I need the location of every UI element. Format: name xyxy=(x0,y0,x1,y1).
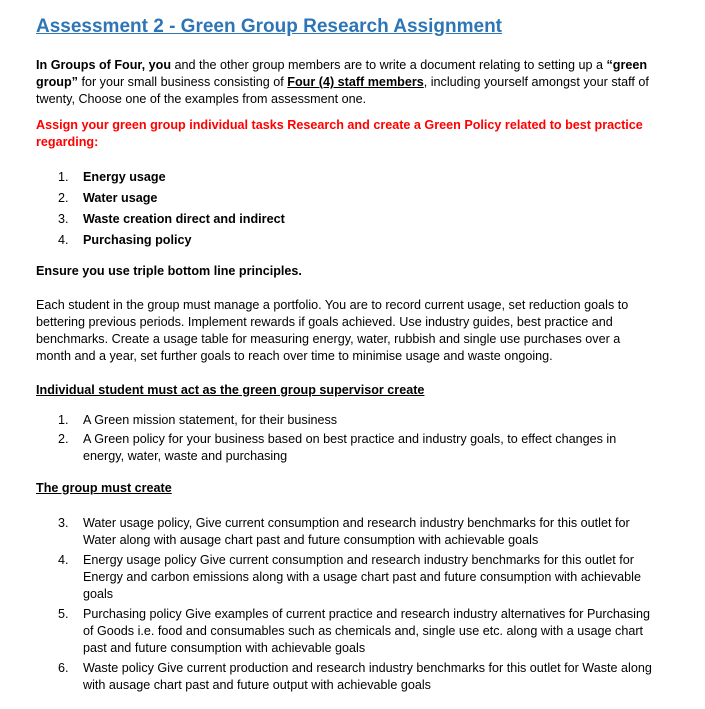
red-instruction: Assign your green group individual tasks Research and create a Green Policy related to best practice regarding: xyxy=(36,118,643,149)
list-item xyxy=(36,431,656,465)
item-number: 4. xyxy=(58,552,69,567)
item-text: A Green mission statement, for their business xyxy=(83,412,338,427)
task-item xyxy=(36,209,656,230)
supervisor-heading: Individual student must act as the green group supervisor create xyxy=(36,383,425,397)
task-label: Waste creation direct and indirect xyxy=(83,212,285,226)
portfolio-paragraph: Each student in the group must manage a portfolio. You are to record current usage, set reduction goals to bettering previous periods. Implement rewards if goals achieved. Use industry guides, best practice and benchmarks. Create a usage table for measuring energy, water, rubbish and single use purchases over a month and a year, set further goals to reach over time to minimise usage and waste ongoing. xyxy=(36,298,629,363)
group-list xyxy=(36,515,656,694)
list-item xyxy=(36,515,656,549)
task-item xyxy=(36,188,656,209)
item-text: Purchasing policy Give examples of current practice and research industry alternatives for Purchasing of Goods i.e. food and consumables such as chemicals and, single use etc. along with a usage chart past and future consumption with achievable goals xyxy=(83,606,650,655)
task-number: 3. xyxy=(58,212,69,226)
item-text: Waste policy Give current production and research industry benchmarks for this outlet for Waste along with ausage chart past and future output with achievable goals xyxy=(83,660,652,692)
task-label: Purchasing policy xyxy=(83,233,192,247)
document-title: Assessment 2 - Green Group Research Assignment xyxy=(36,16,503,37)
task-label: Water usage xyxy=(83,191,158,205)
item-number: 5. xyxy=(58,606,69,621)
intro-text-2: for your small business consisting of xyxy=(77,75,288,89)
list-item xyxy=(36,552,656,603)
group-heading: The group must create xyxy=(36,480,172,495)
list-item xyxy=(36,412,656,429)
green-group-term: “green group” xyxy=(36,58,648,89)
task-label: Energy usage xyxy=(83,170,166,184)
supervisor-list xyxy=(36,412,656,465)
task-number: 2. xyxy=(58,191,69,205)
task-list xyxy=(36,167,656,251)
task-number: 4. xyxy=(58,233,69,247)
item-text: Energy usage policy Give current consumption and research industry benchmarks for this outlet for Energy and carbon emissions along with a usage chart past and future consumption with achievable goals xyxy=(83,552,641,601)
intro-paragraph xyxy=(36,57,656,108)
list-item xyxy=(36,660,656,694)
document-page xyxy=(36,14,656,694)
intro-text-1: and the other group members are to write a document relating to setting up a xyxy=(171,58,607,72)
task-number: 1. xyxy=(58,170,69,184)
task-item xyxy=(36,167,656,188)
list-item xyxy=(36,606,656,657)
task-item xyxy=(36,230,656,251)
item-number: 3. xyxy=(58,515,69,530)
item-number: 1. xyxy=(58,412,69,427)
intro-lead: In Groups of Four, you xyxy=(36,58,172,72)
intro-text-3: , including yourself amongst your staff of twenty, Choose one of the examples from assessment one. xyxy=(36,75,649,106)
tbl-note: Ensure you use triple bottom line principles. xyxy=(36,264,302,278)
item-text: A Green policy for your business based on best practice and industry goals, to effect changes in energy, water, waste and purchasing xyxy=(83,431,617,463)
item-text: Water usage policy, Give current consumption and research industry benchmarks for this outlet for Water along with ausage chart past and future consumption with achievable goals xyxy=(83,515,630,547)
staff-count: Four (4) staff members xyxy=(287,75,424,89)
item-number: 2. xyxy=(58,431,69,446)
item-number: 6. xyxy=(58,660,69,675)
